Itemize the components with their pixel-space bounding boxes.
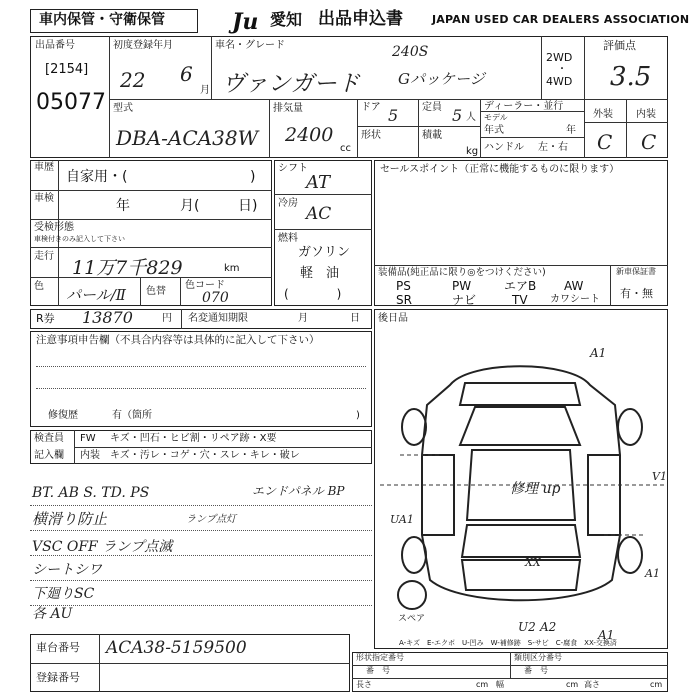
displacement-unit: cc xyxy=(340,143,351,154)
model-year-label: モデル xyxy=(484,113,508,122)
capacity-unit: 人 xyxy=(466,112,476,123)
checker-label-2: 記入欄 xyxy=(34,450,64,461)
fuel-other: ( ) xyxy=(284,287,342,301)
car-name-value: ヴァンガード xyxy=(222,71,360,97)
remark-1: BT. AB S. TD. PS xyxy=(32,485,150,501)
mileage-label: 走行 xyxy=(34,251,54,262)
repair-history-value: 有（箇所 xyxy=(112,410,152,421)
registration-month: 6 xyxy=(180,62,193,86)
usage-label: 車歴 xyxy=(34,162,54,173)
remark-4: シートシワ xyxy=(32,562,102,578)
ju-logo-text: Ju xyxy=(232,9,259,35)
diagram-repair-note: 修理 up xyxy=(510,481,561,497)
equip-airbag: エアB xyxy=(504,279,537,293)
warranty-value: 有・無 xyxy=(620,287,653,300)
selling-point-label: セールスポイント（正常に機能するものに限ります） xyxy=(380,164,620,175)
lot-code: [2154] xyxy=(45,62,89,77)
remark-3: VSC OFF ランプ点滅 xyxy=(32,539,173,555)
diagram-mark-front: A1 xyxy=(590,346,607,360)
warranty-label: 新車保証書 xyxy=(616,267,656,276)
model-type-value: DBA-ACA38W xyxy=(116,126,259,150)
dealer-label: ディーラー・並行 xyxy=(484,101,564,112)
aircon-value: AC xyxy=(306,204,332,224)
later-input-label: 後日品 xyxy=(378,313,408,324)
storage-badge xyxy=(30,9,198,33)
remark-side-2: エンドパネル BP xyxy=(252,484,345,498)
checker-row1-tag: FW xyxy=(80,433,96,444)
color-label: 色 xyxy=(34,281,44,292)
color-value: パール/Ⅱ xyxy=(66,286,126,304)
ju-logo xyxy=(232,9,272,33)
diagram-mark-rear-a2: A2 xyxy=(540,620,557,634)
car-grade-value: 240S xyxy=(392,44,429,60)
inspection-label: 車検 xyxy=(34,193,54,204)
capacity-label: 定員 xyxy=(422,102,442,113)
mileage-value: 11万7千829 xyxy=(72,257,183,279)
spec-number-label: 形状指定番号 xyxy=(356,653,404,662)
drive-2wd: 2WD xyxy=(546,51,573,64)
org-name: 愛知 xyxy=(270,10,303,29)
chassis-value: ACA38-5159500 xyxy=(106,638,247,658)
model-year-unit: 年 xyxy=(566,125,576,136)
remark-2: 横滑り防止 xyxy=(32,510,108,528)
diagram-mark-right-low: A1 xyxy=(645,567,660,580)
grade-label: 評価点 xyxy=(603,39,636,52)
recycle-value: 13870 xyxy=(82,308,133,327)
class-number-label: 類別区分番号 xyxy=(514,653,562,662)
equip-aw: AW xyxy=(564,279,584,293)
checker-row1-text: キズ・凹石・ヒビ割・リペア跡・X要 xyxy=(110,433,277,444)
interior-value: C xyxy=(641,130,657,154)
diagram-mark-left: UA1 xyxy=(390,513,414,526)
plate-label: 登録番号 xyxy=(36,671,80,684)
usage-value: 自家用・( xyxy=(66,169,128,185)
notes-label: 注意事項申告欄（不具合内容等は具体的に記入して下さい） xyxy=(36,334,320,346)
car-name-label: 車名・グレード xyxy=(215,40,285,51)
shape-label: 形状 xyxy=(361,130,381,141)
mileage-unit: km xyxy=(224,263,240,274)
checker-row2-tag: 内装 xyxy=(80,450,100,461)
spec-number-label-2: 番 号 xyxy=(366,666,390,675)
registration-year: 22 xyxy=(120,68,146,92)
acceptance-label: 受検形態 xyxy=(34,222,74,233)
checker-row2-text: キズ・汚レ・コゲ・穴・スレ・キレ・破レ xyxy=(110,450,300,461)
doors-value: 5 xyxy=(388,106,399,125)
equip-sr: SR xyxy=(396,293,412,307)
dim-height: 高さ xyxy=(584,680,600,689)
damage-legend: A-キズ E-エクボ U-凹み W-補修跡 S-サビ C-腐食 XX-交換済 xyxy=(399,639,617,647)
equip-leather-seat: カワシート xyxy=(550,294,600,305)
remark-side-1: ランプ点灯 xyxy=(186,514,236,525)
name-change-month: 月 xyxy=(298,313,308,324)
equipment-grid xyxy=(376,280,608,306)
registration-label: 初度登録年月 xyxy=(113,40,173,51)
equip-tv: TV xyxy=(512,293,528,307)
load-label: 積載 xyxy=(422,130,442,141)
handle-value: 左・右 xyxy=(538,142,568,153)
repair-history-label: 修復歴 xyxy=(48,410,78,421)
name-change-label: 名変通知期限 xyxy=(188,313,248,324)
drive-dot: ・ xyxy=(557,64,567,75)
exterior-label: 外装 xyxy=(593,109,613,120)
form-title: 出品申込書 xyxy=(318,9,403,29)
diagram-mark-rear-a1: A1 xyxy=(598,628,615,642)
color-code-value: 070 xyxy=(202,290,229,306)
dim-length: 長さ xyxy=(356,680,372,689)
color-code-label: 色コード xyxy=(185,280,225,291)
remark-5: 下廻りSC xyxy=(32,586,95,602)
grade-value: 3.5 xyxy=(610,62,652,92)
model-year-label-2: 年式 xyxy=(484,125,504,136)
drive-4wd: 4WD xyxy=(546,75,573,88)
displacement-label: 排気量 xyxy=(273,103,303,114)
diagram-mark-rear-u2: U2 xyxy=(518,620,536,634)
dim-width-unit: cm xyxy=(566,680,579,689)
displacement-value: 2400 xyxy=(285,124,334,146)
interior-label: 内装 xyxy=(636,109,656,120)
recycle-label: R券 xyxy=(36,312,55,325)
equip-ps: PS xyxy=(396,279,411,293)
diagram-mark-rear: XX xyxy=(525,556,541,569)
checker-label-1: 検査員 xyxy=(34,433,64,444)
registration-month-unit: 月 xyxy=(200,85,210,96)
diagram-mark-right: V1 xyxy=(652,470,667,483)
inspection-day: 日) xyxy=(238,198,258,214)
fuel-diesel: 軽 油 xyxy=(300,266,340,281)
capacity-value: 5 xyxy=(452,106,463,125)
recycle-unit: 円 xyxy=(162,313,172,324)
fuel-label: 燃料 xyxy=(278,233,298,244)
model-type-label: 型式 xyxy=(113,103,133,114)
equip-pw: PW xyxy=(452,279,472,293)
handle-label: ハンドル xyxy=(484,142,524,153)
inspection-month: 月( xyxy=(180,198,200,214)
repair-history-close: ) xyxy=(356,410,360,421)
color-change-label: 色替 xyxy=(146,286,166,297)
aircon-label: 冷房 xyxy=(278,198,298,209)
shift-label: シフト xyxy=(278,163,308,174)
lot-number: 05077 xyxy=(36,90,106,115)
dim-height-unit: cm xyxy=(650,680,663,689)
lot-label: 出品番号 xyxy=(35,40,75,51)
class-number-label-2: 番 号 xyxy=(524,666,548,675)
storage-badge-text: 車内保管・守衛保管 xyxy=(39,12,165,28)
dim-length-unit: cm xyxy=(476,680,489,689)
equip-navi: ナビ xyxy=(452,293,477,307)
fuel-gasoline: ガソリン xyxy=(298,245,351,260)
equipment-label: 装備品(純正品に限り◎をつけください) xyxy=(378,267,546,278)
chassis-label: 車台番号 xyxy=(36,641,80,654)
remark-6: 各 AU xyxy=(32,606,73,622)
shift-value: AT xyxy=(306,172,331,193)
car-package-value: Gパッケージ xyxy=(398,70,485,88)
doors-label: ドア xyxy=(361,102,381,113)
load-unit: kg xyxy=(466,146,479,157)
name-change-day: 日 xyxy=(350,313,360,324)
usage-close: ) xyxy=(250,169,256,185)
exterior-value: C xyxy=(597,130,613,154)
spare-label: スペア xyxy=(398,614,426,624)
dim-width: 幅 xyxy=(496,680,504,689)
inspection-year: 年 xyxy=(116,198,130,214)
acceptance-note: 車検付きのみ記入して下さい xyxy=(34,235,125,243)
association-name: JAPAN USED CAR DEALERS ASSOCIATION xyxy=(432,13,690,26)
